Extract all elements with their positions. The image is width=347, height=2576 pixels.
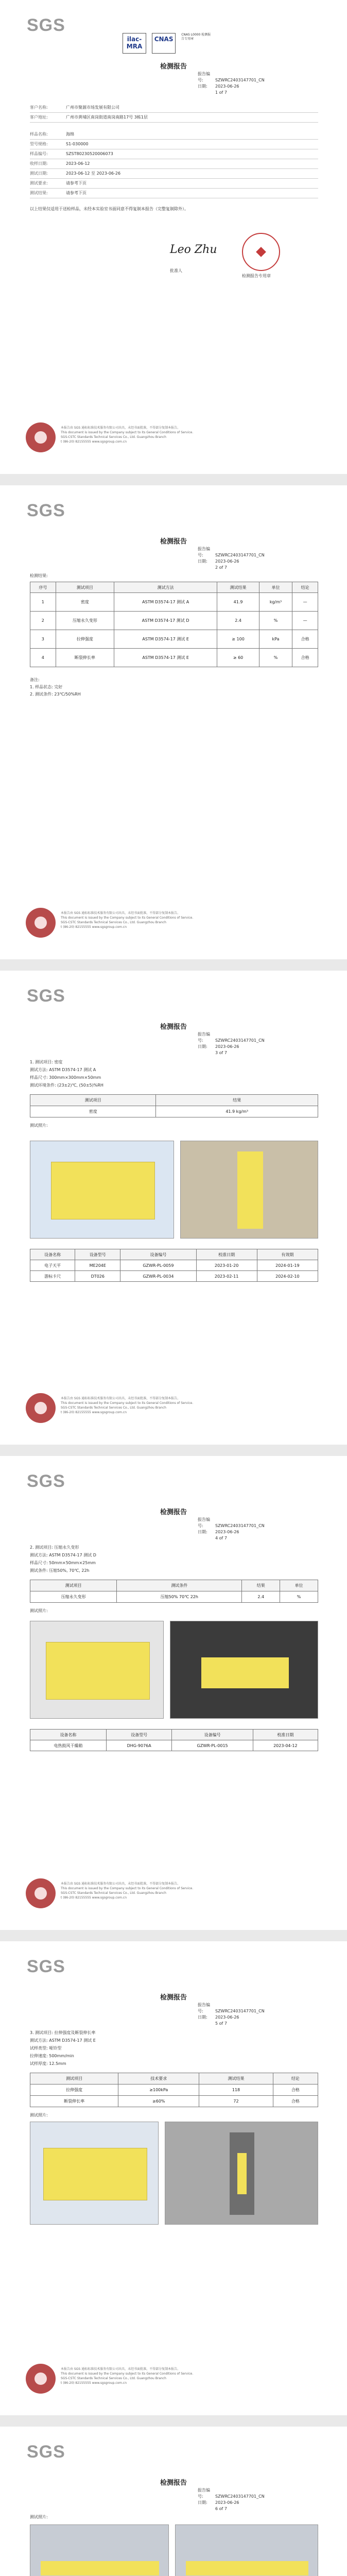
footer-text: 本报告由 SGS 通标标准技术服务有限公司出具，未经书面批准，不得部分复制本报告。 This document is issued by the Company subject to its General Conditions of Service. SGS-CSTC Standards Technical Services Co., Ltd. Guangzhou Branch t (86-20) 82155555 www.sgsgroup.com.cn: [61, 1397, 194, 1414]
compression-table: 测试项目 测试条件 结果 单位 压缩永久变形 压缩50% 70℃ 22h 2.4 %: [30, 1580, 318, 1603]
report-meta: 报告编号: SZWRC2403147701_CN 日期: 2023-06-26 6 of 7: [198, 2488, 265, 2511]
sgs-logo: SGS: [27, 501, 65, 520]
table-row: 压缩永久变形 压缩50% 70℃ 22h 2.4 %: [30, 1591, 318, 1603]
report-meta: 报告编号: SZWRC2403147701_CN 日期: 2023-06-26 5 of 7: [198, 2003, 265, 2026]
tensile-table: 测试项目 技术要求 测试结果 结论 拉伸强度 ≥100kPa 118 合格 断裂伸长率 ≥60% 72 合格: [30, 2073, 318, 2107]
disclaimer-paragraph: 以上结果仅适用于送检样品，未经本实验室书面同意不得复制本报告（完整复制除外）。: [30, 207, 188, 211]
sgs-footer-logo: [26, 908, 56, 938]
sample-photo: [30, 1141, 174, 1239]
report-title: 检测报告: [160, 538, 187, 546]
equipment-table: 设备名称 设备型号 设备编号 校准日期 有效期 电子天平 ME204E GZWR-PL-0059 2023-01-20 2024-01-19 游标卡尺 DT026 GZWR-PL-0034 2023-02-11 2024-02-10: [30, 1249, 318, 1282]
sgs-footer-logo: [26, 1393, 56, 1423]
page-number: 5 of 7: [215, 2021, 227, 2026]
sample-photo: [30, 2122, 159, 2225]
sgs-footer-logo: [26, 422, 56, 452]
report-date: 2023-06-26: [215, 84, 239, 89]
table-row: 3 拉伸强度 ASTM D3574-17 测试 E ≥ 100 kPa 合格: [30, 630, 318, 649]
equipment-section: [30, 1729, 318, 1751]
page-number: 1 of 7: [215, 90, 227, 95]
signature: Leo Zhu: [170, 243, 217, 256]
table-row: 游标卡尺 DT026 GZWR-PL-0034 2023-02-11 2024-02-10: [30, 1271, 318, 1282]
table-row: 拉伸强度 ≥100kPa 118 合格: [30, 2084, 318, 2096]
report-stamp: [242, 233, 280, 271]
page-number: 3 of 7: [215, 1050, 227, 1055]
test-density: 1. 测试项目: 密度 测试方法: ASTM D3574-17 测试 A 样品尺寸: 300mm×300mm×50mm 测试环境条件: (23±2)℃, (50±5)%RH 测试项目 结果 密度 41.9 kg/m³ 测试照片:: [30, 1058, 318, 1129]
sgs-logo: SGS: [27, 1957, 65, 1976]
page-number: 2 of 7: [215, 565, 227, 570]
specimen-photo-2: [175, 2524, 318, 2576]
density-table: 测试项目 结果 密度 41.9 kg/m³: [30, 1094, 318, 1117]
sgs-footer-logo: [26, 1878, 56, 1908]
test-tensile: 3. 测试项目: 拉伸强度及断裂伸长率 测试方法: ASTM D3574-17 测试 E 试样类型: 哑铃型 拉伸速度: 500mm/min 试样厚度: 12.5mm 测试项目 技术要求 测试结果 结论 拉伸强度 ≥100kPa 118 合格 断裂伸长率 ≥60% 72 合格 测试照片:: [30, 2029, 318, 2119]
sgs-footer-logo: [26, 2364, 56, 2394]
cert-note: CNAS L0000 检测报告专用章: [181, 33, 211, 41]
accreditation-marks: [123, 33, 212, 54]
footer-text: 本报告由 SGS 通标标准技术服务有限公司出具，未经书面批准，不得部分复制本报告。 This document is issued by the Company subject to its General Conditions of Service. SGS-CSTC Standards Technical Services Co., Ltd. Guangzhou Branch t (86-20) 82155555 www.sgsgroup.com.cn: [61, 426, 194, 444]
table-row: 1 密度 ASTM D3574-17 测试 A 41.9 kg/m³ —: [30, 593, 318, 612]
report-meta: 报告编号: SZWRC2403147701_CN 日期: 2023-06-26 3 of 7: [198, 1032, 265, 1055]
sgs-logo: SGS: [27, 15, 65, 35]
report-page-3: [0, 971, 347, 1445]
signer-title: 批准人: [170, 268, 182, 273]
notes: 备注: 1. 样品状态: 完好 2. 测试条件: 23℃/50%RH: [30, 677, 81, 697]
table-row: 4 断裂伸长率 ASTM D3574-17 测试 E ≥ 60 % 合格: [30, 649, 318, 667]
sample-photo: [30, 1621, 164, 1719]
footer-text: 本报告由 SGS 通标标准技术服务有限公司出具，未经书面批准，不得部分复制本报告。 This document is issued by the Company subject to its General Conditions of Service. SGS-CSTC Standards Technical Services Co., Ltd. Guangzhou Branch t (86-20) 82155555 www.sgsgroup.com.cn: [61, 911, 194, 929]
page-number: 6 of 7: [215, 2506, 227, 2511]
report-meta: 报告编号: SZWRC2403147701_CN 日期: 2023-06-26 1 of 7: [198, 72, 265, 95]
test-compression-set: 2. 测试项目: 压缩永久变形 测试方法: ASTM D3574-17 测试 D 样品尺寸: 50mm×50mm×25mm 测试条件: 压缩50%, 70℃, 22h 测试项目 测试条件 结果 单位 压缩永久变形 压缩50% 70℃ 22h 2.4 % 测试照片:: [30, 1544, 318, 1615]
footer-text: 本报告由 SGS 通标标准技术服务有限公司出具，未经书面批准，不得部分复制本报告。 This document is issued by the Company subject to its General Conditions of Service. SGS-CSTC Standards Technical Services Co., Ltd. Guangzhou Branch t (86-20) 82155555 www.sgsgroup.com.cn: [61, 2367, 194, 2385]
report-title: 检测报告: [160, 1994, 187, 2002]
sgs-logo: SGS: [27, 986, 65, 1006]
report-title: 检测报告: [160, 1509, 187, 1516]
equipment-section: [30, 1249, 318, 1282]
table-row: 电子天平 ME204E GZWR-PL-0059 2023-01-20 2024-01-19: [30, 1260, 318, 1271]
test-photo: [180, 1141, 318, 1239]
report-title: 检测报告: [160, 2479, 187, 2487]
specimen-photo: [30, 2524, 169, 2576]
table-row: 2 压缩永久变形 ASTM D3574-17 测试 D 2.4 % —: [30, 612, 318, 630]
page-number: 4 of 7: [215, 1536, 227, 1540]
report-number: SZWRC2403147701_CN: [215, 78, 265, 82]
report-title: 检测报告: [160, 63, 187, 71]
table-row: 电热鼓风干燥箱 DHG-9076A GZWR-PL-0015 2023-04-12: [30, 1740, 318, 1751]
report-page-5: [0, 1941, 347, 2415]
results-table: 序号 测试项目 测试方法 测试结果 单位 结论 1 密度 ASTM D3574-17 测试 A 41.9 kg/m³ — 2 压缩永久变形 ASTM D3574-17 测试 D 2.4 % — 3 拉伸强度 ASTM D3574-17 测试 E ≥ 100 kPa 合格 4 断裂伸长率 ASTM D3574-17 测试 E ≥ 60 % 合格: [30, 582, 318, 667]
footer-text: 本报告由 SGS 通标标准技术服务有限公司出具，未经书面批准，不得部分复制本报告。 This document is issued by the Company subject to its General Conditions of Service. SGS-CSTC Standards Technical Services Co., Ltd. Guangzhou Branch t (86-20) 82155555 www.sgsgroup.com.cn: [61, 1882, 194, 1900]
client-info: 客户名称: 广州市聚源市场发展有限公司 客户地址: 广州市黄埔区南岗街道南岗南路17号 3栋1层 样品名称: 海绵 型号规格: S1-030000 样品编号: SZST80230520006073 收样日期: 2023-06-12 测试日期: 2023-06-12 至 2023-06-26 测试要求: 请参考下页 测试结果: 请参考下页 以上结果仅适用于送检样品，未经本实验室书面同意不得复制本报告（完整复制除外）。: [30, 103, 318, 212]
cnas-mark: CNAS: [152, 33, 176, 54]
report-page-6: SGS 检测报告 报告编号: SZWRC2403147701_CN 日期: 2023-06-26 6 of 7 测试照片:: [0, 2427, 347, 2576]
results-section: 检测结果: 序号 测试项目 测试方法 测试结果 单位 结论 1 密度 ASTM D3574-17 测试 A 41.9 kg/m³ — 2 压缩永久变形 ASTM D3574-17 测试 D 2.4 % — 3 拉伸强度 ASTM D3574-17 测试 E ≥ 100 kPa 合格 4 断裂伸长率 ASTM D3574-17 测试 E ≥ 60 % 合格 备注: 1. 样品状态: 完好 2. 测试条件: 23℃/50%RH: [30, 573, 318, 698]
equipment-table: 设备名称 设备型号 设备编号 校准日期 电热鼓风干燥箱 DHG-9076A GZWR-PL-0015 2023-04-12: [30, 1729, 318, 1751]
stamp-label: 检测报告专用章: [242, 274, 271, 278]
report-meta: 报告编号: SZWRC2403147701_CN 日期: 2023-06-26 2 of 7: [198, 547, 265, 570]
report-page-4: [0, 1456, 347, 1930]
ilac-mark: ilac-MRA: [123, 33, 146, 54]
sgs-logo: SGS: [27, 2442, 65, 2462]
sgs-logo: SGS: [27, 1471, 65, 1491]
test-photo: [170, 1621, 318, 1719]
table-row: 密度 41.9 kg/m³: [30, 1106, 318, 1117]
report-page-1: [0, 0, 347, 474]
report-page-2: [0, 485, 347, 959]
test-photo: [165, 2122, 318, 2225]
report-title: 检测报告: [160, 1023, 187, 1031]
table-row: 断裂伸长率 ≥60% 72 合格: [30, 2096, 318, 2107]
report-meta: 报告编号: SZWRC2403147701_CN 日期: 2023-06-26 4 of 7: [198, 1517, 265, 1540]
